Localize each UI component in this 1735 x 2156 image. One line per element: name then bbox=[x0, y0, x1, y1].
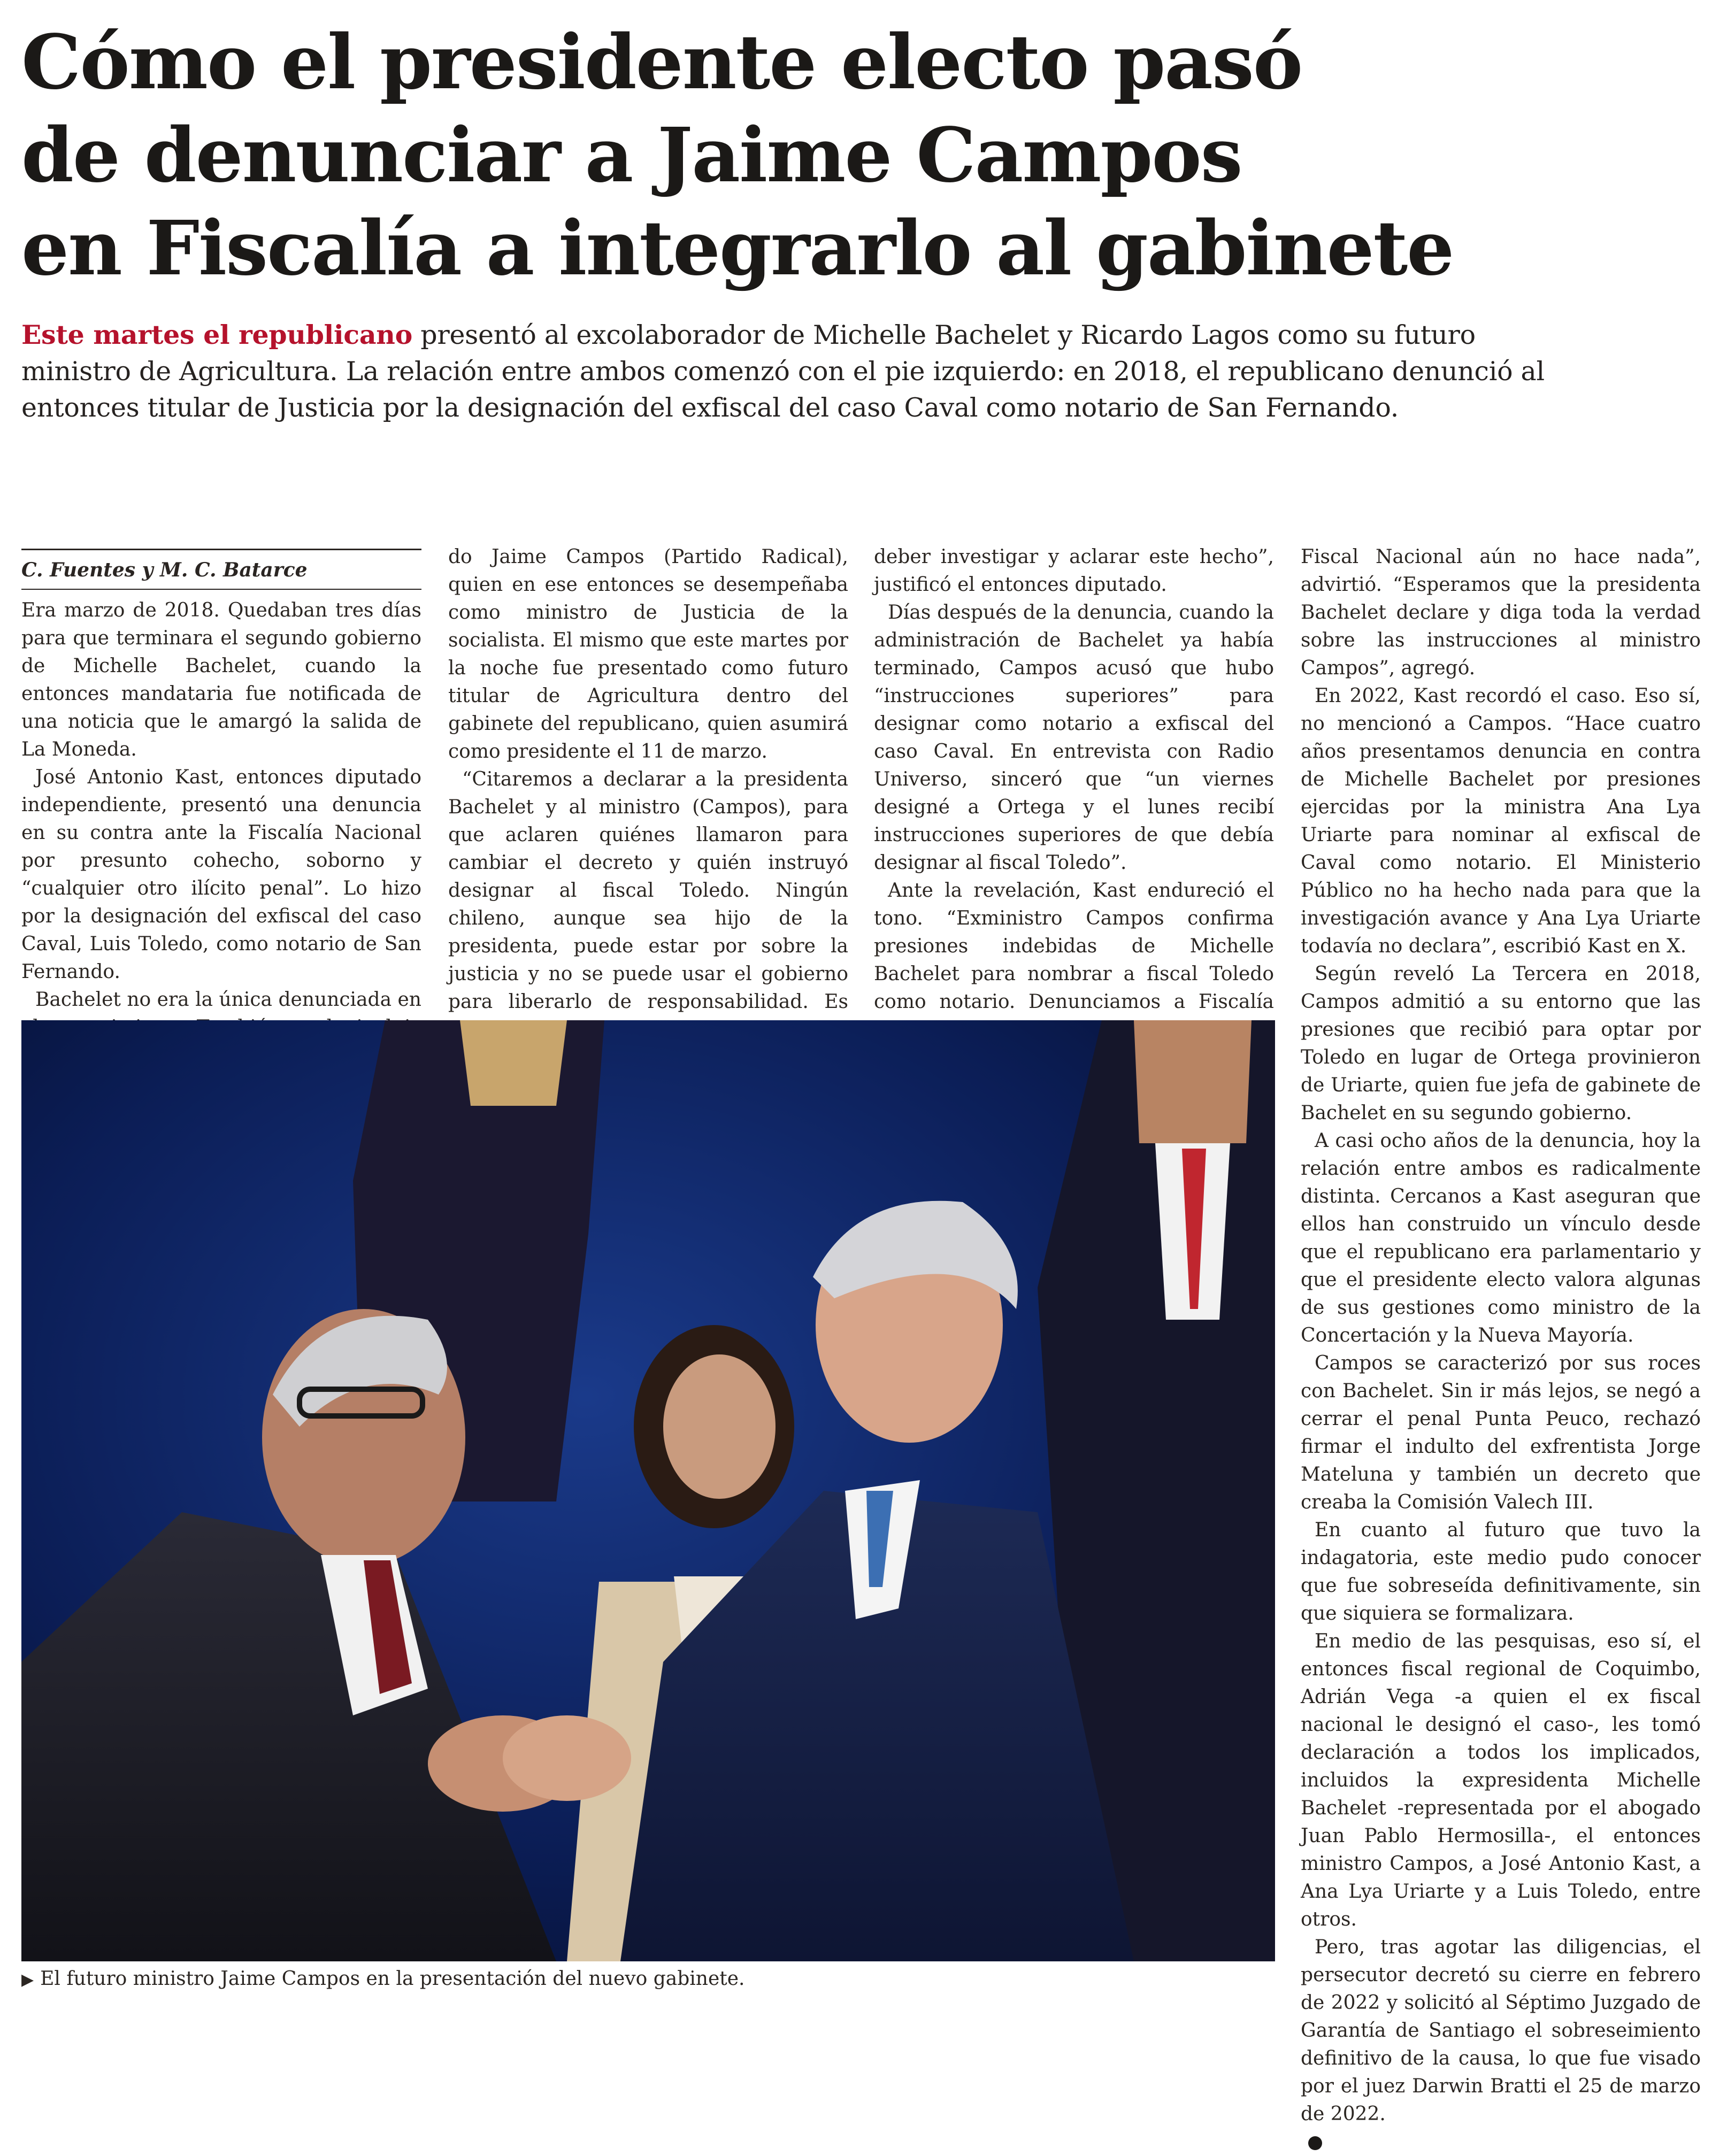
paragraph: Ante la revelación, Kast endureció el tono. “Exministro Campos confirma presiones indebidas de Michelle Bachelet para nombrar a fiscal Toledo como notario. Denunciamos a Fiscalía bbox=[874, 880, 1274, 1013]
article-column-3 bbox=[874, 543, 1274, 1013]
paragraph: Días después de la denuncia, cuando la administración de Bachelet ya había terminado, Campos acusó que hubo “instrucciones superiores” para designar como notario a exfiscal del caso Caval. En entrevista con Radio Universo, sinceró que “un viernes designé a Ortega y el lunes recibí instrucciones superiores de que debía designar al fiscal Toledo”. bbox=[874, 602, 1274, 874]
article-column-1 bbox=[21, 597, 421, 1011]
paragraph: deber investigar y aclarar este hecho”, justificó el entonces diputado. bbox=[874, 546, 1274, 596]
paragraph: José Antonio Kast, entonces diputado independiente, presentó una denuncia en su contra ante la Fiscalía Nacional por presunto cohecho, soborno y “cualquier otro ilícito penal”. Lo hizo por la designación del exfiscal del caso Caval, Luis Toledo, como notario de San Fernando. bbox=[21, 766, 421, 983]
headline bbox=[21, 16, 1465, 295]
paragraph: En medio de las pesquisas, eso sí, el entonces fiscal regional de Coquimbo, Adrián Vega -a quien el ex fiscal nacional le designó el caso-, les tomó declaración a todos los implicados, incluidos la expresidenta Michelle Bachelet -representada por el abogado Juan Pablo Hermosilla-, el entonces ministro Campos, a José Antonio Kast, a Ana Lya Uriarte y a Luis Toledo, entre otros. bbox=[1301, 1630, 1701, 1930]
paragraph: En cuanto al futuro que tuvo la indagatoria, este medio pudo conocer que fue sobreseída definitivamente, sin que siquiera se formalizara. bbox=[1301, 1519, 1701, 1624]
caption-text: El futuro ministro Jaime Campos en la presentación del nuevo gabinete. bbox=[40, 1968, 745, 1990]
photo-illustration bbox=[21, 1020, 1275, 1961]
paragraph: A casi ocho años de la denuncia, hoy la relación entre ambos es radicalmente distinta. Cercanos a Kast aseguran que ellos han construido un vínculo desde que el republicano era parlamentario y que el presidente electo valora algunas de sus gestiones como ministro de la Concertación y la Nueva Mayoría. bbox=[1301, 1130, 1701, 1346]
photo-caption bbox=[21, 1968, 1275, 1990]
paragraph: En 2022, Kast recordó el caso. Eso sí, no mencionó a Campos. “Hace cuatro años presentamos denuncia en contra de Michelle Bachelet por presiones ejercidas por la ministra Ana Lya Uriarte para nominar al exfiscal de Caval como notario. El Ministerio Público no ha hecho nada para que la investigación avance y Ana Lya Uriarte todavía no declara”, escribió Kast en X. bbox=[1301, 685, 1701, 957]
lead-paragraph bbox=[21, 317, 1572, 426]
headline-line: Cómo el presidente electo pasó bbox=[21, 19, 1302, 106]
paragraph: Era marzo de 2018. Quedaban tres días para que terminara el segundo gobierno de Michelle Bachelet, cuando la entonces mandataria fue notificada de una noticia que le amargó la salida de La Moneda. bbox=[21, 599, 421, 760]
paragraph: Pero, tras agotar las diligencias, el persecutor decretó su cierre en febrero de 2022 y solicitó al Séptimo Juzgado de Garantía de Santiago el sobreseimiento definitivo de la causa, lo que fue visado por el juez Darwin Bratti el 25 de marzo de 2022. bbox=[1301, 1936, 1701, 2125]
headline-line: de denunciar a Jaime Campos bbox=[21, 112, 1242, 199]
lead-kicker: Este martes el republicano bbox=[21, 319, 412, 350]
paragraph: Según reveló La Tercera en 2018, Campos admitió a su entorno que las presiones que recibió para optar por Toledo en lugar de Ortega provinieron de Uriarte, quien fue jefa de gabinete de Bachelet en su segundo gobierno. bbox=[1301, 963, 1701, 1124]
lead-text: presentó al excolaborador de Michelle Bachelet y Ricardo Lagos como su futuro ministro de Agricultura. La relación entre ambos comenzó con el pie izquierdo: en 2018, el republicano denunció al entonces titular de Justicia por la designación del exfiscal del caso Caval como notario de San Fernando. bbox=[21, 320, 1545, 423]
paragraph: do Jaime Campos (Partido Radical), quien en ese entonces se desempeñaba como ministro de Justicia de la socialista. El mismo que este martes por la noche fue presentado como futuro titular de Agricultura dentro del gabinete del republicano, quien asumirá como presidente el 11 de marzo. bbox=[448, 546, 848, 763]
article-column-4 bbox=[1301, 543, 1701, 2125]
paragraph: Bachelet no era la única denunciada en bbox=[35, 989, 421, 1011]
paragraph: Campos se caracterizó por sus roces con Bachelet. Sin ir más lejos, se negó a cerrar el penal Punta Peuco, rechazó firmar el indulto del exfrentista Jorge Mateluna y también un decreto que creaba la Comisión Valech III. bbox=[1301, 1352, 1701, 1513]
end-of-article-mark bbox=[1308, 2136, 1322, 2150]
headline-line: en Fiscalía a integrarlo al gabinete bbox=[21, 205, 1454, 292]
byline: C. Fuentes y M. C. Batarce bbox=[21, 549, 421, 590]
paragraph: Fiscal Nacional aún no hace nada”, advirtió. “Esperamos que la presidenta Bachelet declare y diga toda la verdad sobre las instrucciones al ministro Campos”, agregó. bbox=[1301, 546, 1701, 679]
article-column-2 bbox=[448, 543, 848, 1013]
paragraph: “Citaremos a declarar a la presidenta Bachelet y al ministro (Campos), para que aclaren quiénes llamaron para cambiar el decreto y quién instruyó designar al fiscal Toledo. Ningún chileno, aunque sea hijo de la presidenta, puede estar por sobre la justicia y no se puede usar el gobierno para liberarlo de responsabilidad. Es bbox=[448, 768, 848, 1013]
article-photo bbox=[21, 1020, 1275, 1961]
caption-arrow-icon: ▶ bbox=[21, 1970, 34, 1989]
